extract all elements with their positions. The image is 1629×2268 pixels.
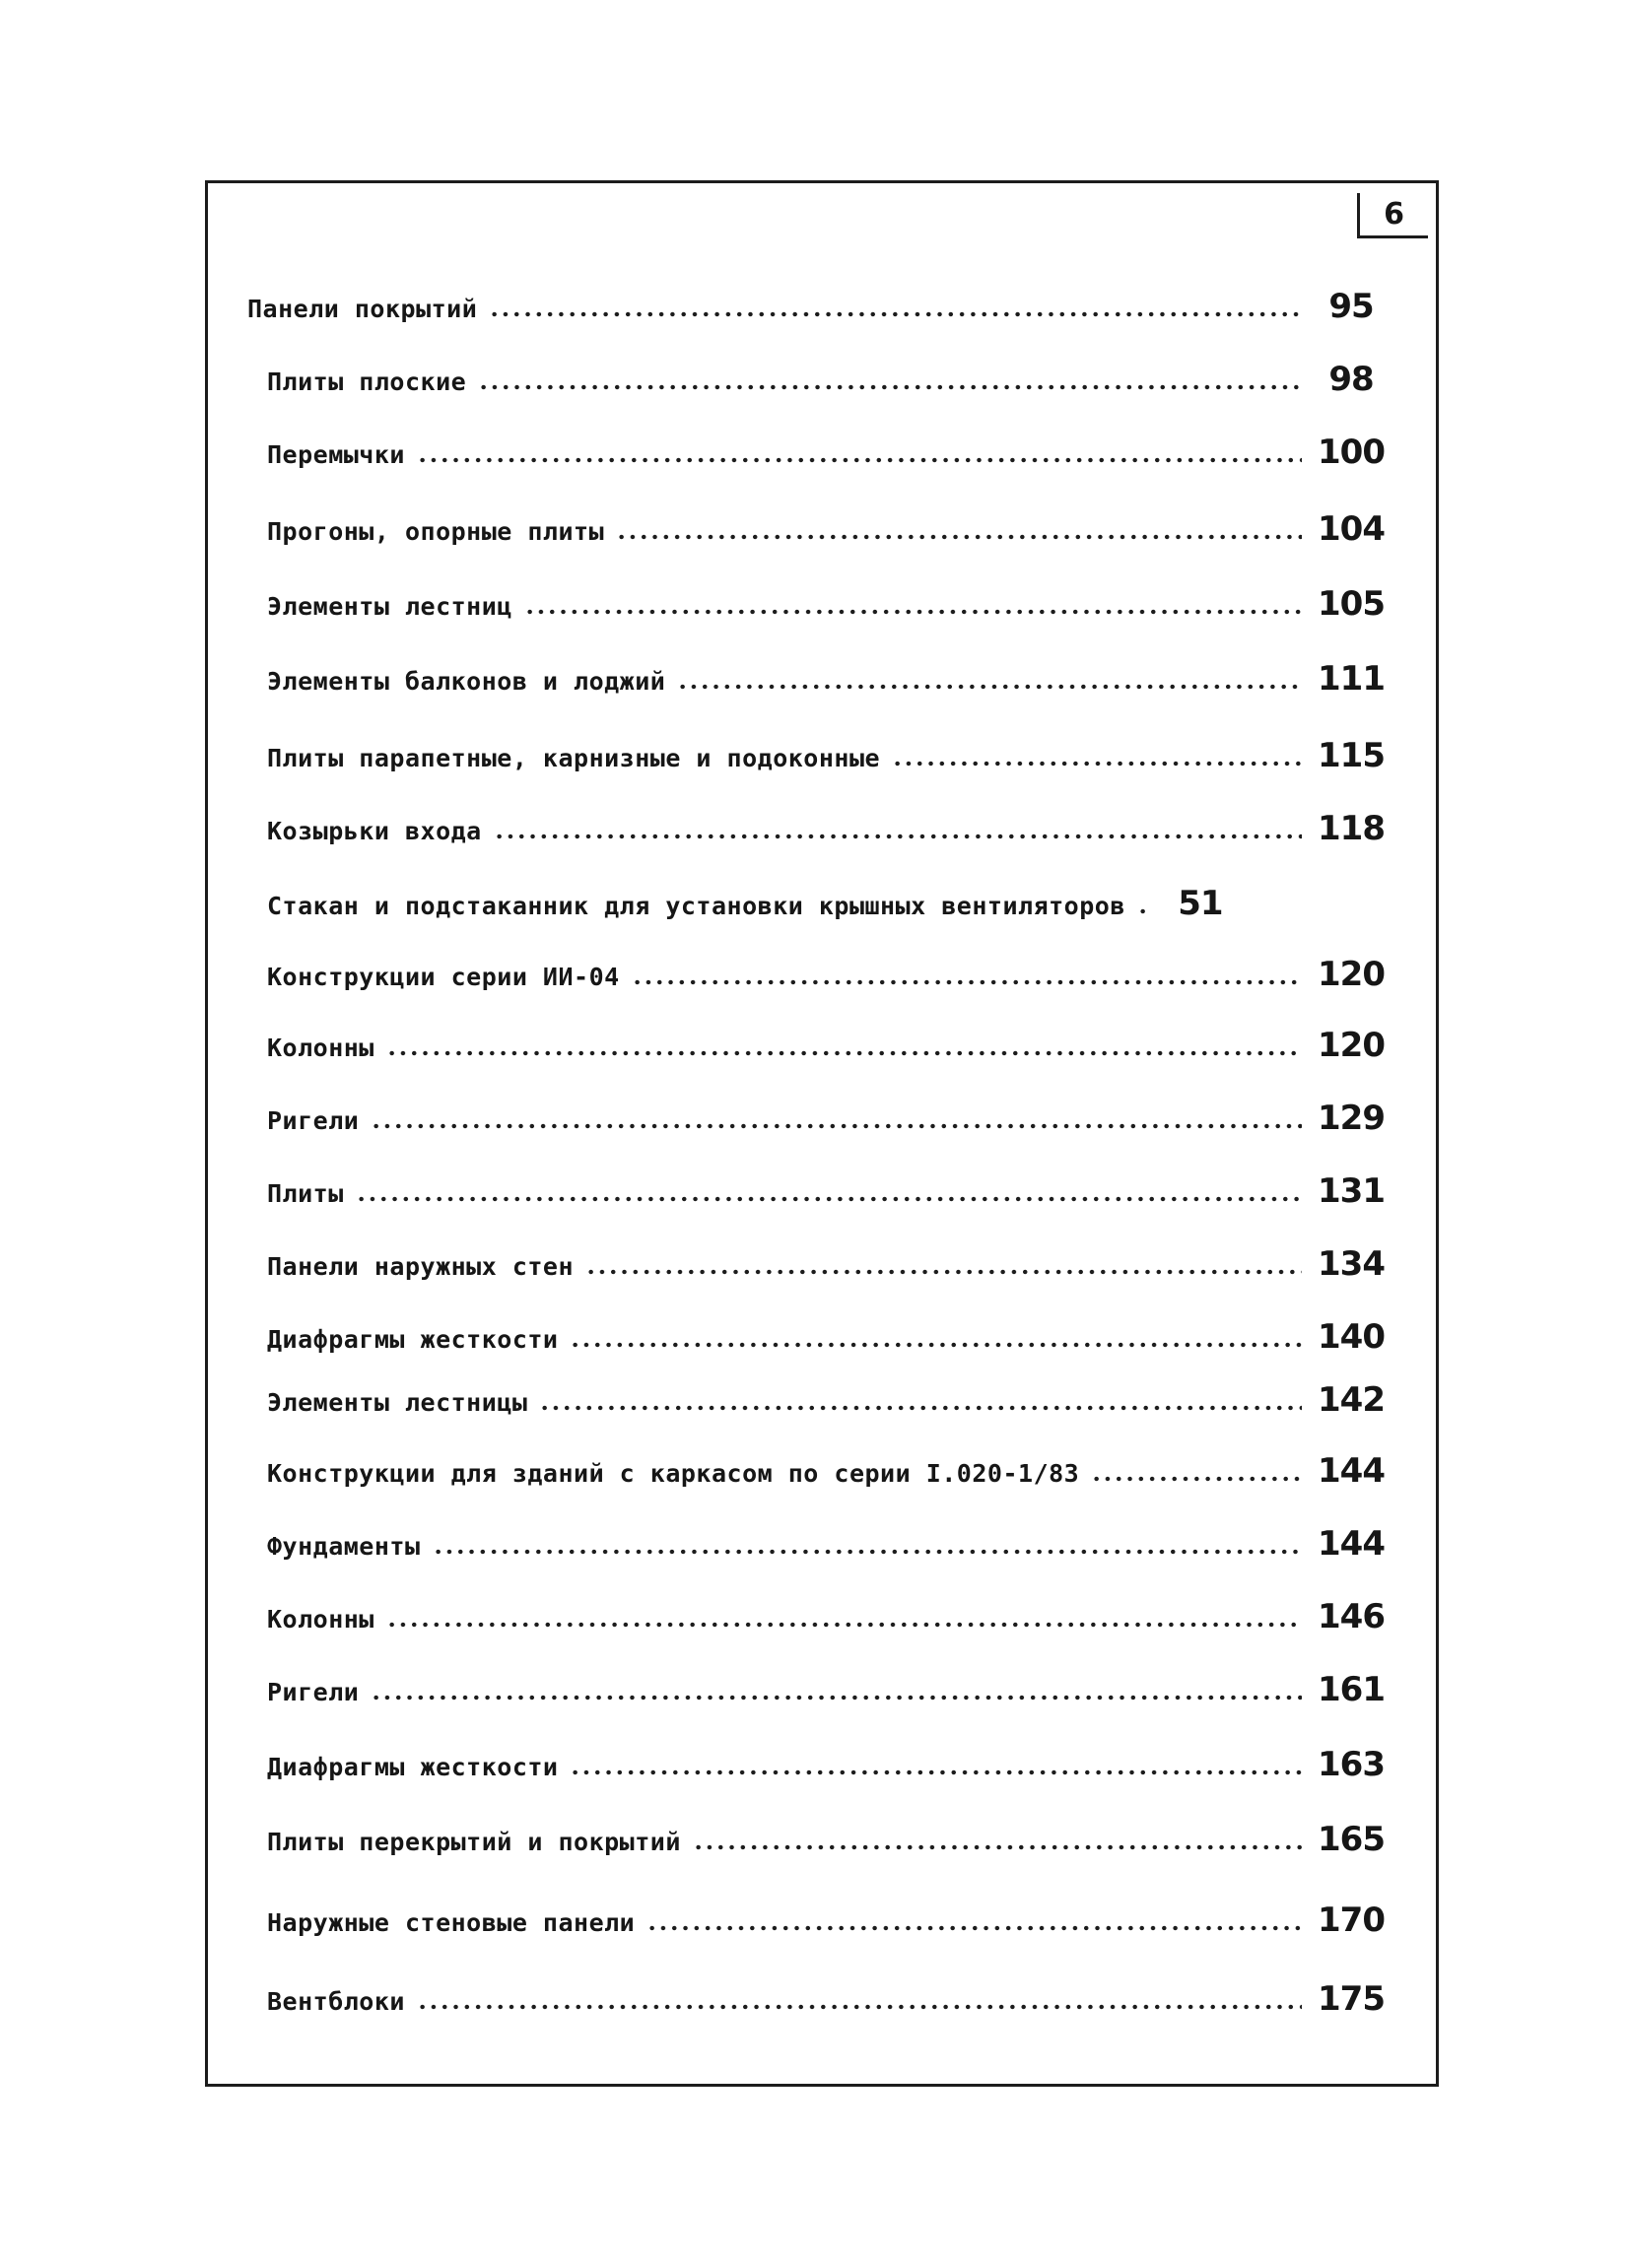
toc-leader-dots [693,1844,1302,1850]
toc-entry [247,1099,1391,1142]
toc-entry-label: Прогоны, опорные плиты [267,517,605,546]
toc-entry [247,360,1391,403]
toc-leader-dots [371,1695,1302,1701]
toc-leader-dots [417,2004,1302,2010]
toc-leader-dots [585,1269,1302,1275]
page-number: 6 [1357,193,1428,238]
toc-leader-dots [356,1196,1302,1202]
toc-entry-page-number: 165 [1318,1820,1385,1859]
toc-entry-page-number: 105 [1318,584,1385,624]
toc-leader-dots [433,1549,1302,1555]
toc-entry-page-number: 104 [1318,509,1385,549]
toc-leader-dots [646,1925,1302,1931]
toc-entry [247,1901,1391,1944]
toc-entry-page-number: 140 [1318,1317,1385,1357]
toc-entry [247,736,1391,779]
toc-entry-label: Фундаменты [267,1532,421,1561]
toc-leader-dots [1137,908,1151,914]
toc-leader-dots [494,834,1302,839]
toc-entry [247,1597,1391,1640]
toc-leader-dots [570,1769,1302,1775]
toc-entry [247,955,1391,998]
toc-entry-label: Наружные стеновые панели [267,1908,636,1937]
toc-entry [247,1745,1391,1788]
toc-entry [247,1820,1391,1863]
toc-entry-label: Козырьки входа [267,817,482,845]
toc-entry-page-number: 120 [1318,1026,1385,1065]
toc-entry-page-number: 142 [1318,1380,1385,1420]
toc-entry-page-number: 51 [1178,884,1223,923]
toc-entry-page-number: 161 [1318,1670,1385,1709]
toc-entry-page-number: 98 [1328,360,1374,399]
toc-leader-dots [892,761,1302,767]
toc-leader-dots [539,1405,1302,1411]
toc-entry [247,1380,1391,1424]
toc-leader-dots [570,1342,1302,1348]
toc-entry-page-number: 115 [1318,736,1385,775]
toc-leader-dots [1091,1476,1302,1482]
toc-entry-label: Перемычки [267,440,405,469]
toc-entry-label: Элементы балконов и лоджий [267,667,666,696]
toc-entry-label: Колонны [267,1605,374,1634]
toc-entry-page-number: 146 [1318,1597,1385,1636]
toc-entry-page-number: 170 [1318,1901,1385,1940]
toc-entry-page-number: 111 [1318,659,1385,699]
toc-entry [247,1670,1391,1713]
toc-leader-dots [386,1622,1302,1628]
toc-entry-label: Элементы лестниц [267,592,512,621]
toc-entry [247,1524,1391,1568]
toc-leader-dots [677,684,1302,690]
toc-entry-page-number: 144 [1318,1524,1385,1564]
toc-entry-page-number: 144 [1318,1451,1385,1491]
toc-leader-dots [632,979,1302,985]
toc-leader-dots [616,534,1302,540]
toc-entry-label: Стакан и подстаканник для установки крышных вентиляторов [267,892,1125,920]
toc-entry-label: Плиты плоские [267,367,467,396]
toc-entry [247,809,1391,852]
toc-entry [247,1451,1391,1495]
toc-entry [247,884,1391,927]
toc-entry [247,1171,1391,1215]
toc-entry-label: Колонны [267,1034,374,1062]
toc-entry [247,659,1391,702]
toc-entry-page-number: 175 [1318,1979,1385,2019]
toc-entry-label: Элементы лестницы [267,1388,528,1417]
toc-leader-dots [386,1050,1302,1056]
toc-entry-label: Вентблоки [267,1987,405,2016]
toc-entry-label: Диафрагмы жесткости [267,1753,559,1781]
toc-entry-label: Конструкции для зданий с каркасом по серии I.020-1/83 [267,1459,1080,1488]
toc-entry-label: Плиты [267,1179,344,1208]
toc-entry-page-number: 163 [1318,1745,1385,1784]
toc-entry [247,433,1391,476]
toc-entry [247,509,1391,553]
toc-entry [247,1026,1391,1069]
toc-leader-dots [478,384,1302,390]
toc-entry [247,1979,1391,2023]
toc-entry [247,1244,1391,1288]
toc-leader-dots [489,311,1302,317]
toc-entry-label: Диафрагмы жесткости [267,1325,559,1354]
toc-entry [247,287,1391,330]
toc-leader-dots [371,1123,1302,1129]
toc-entry-page-number: 120 [1318,955,1385,994]
toc-entry-page-number: 134 [1318,1244,1385,1284]
toc-entry-label: Панели покрытий [247,295,478,323]
toc-entry-page-number: 100 [1318,433,1385,472]
toc-entry-label: Ригели [267,1106,360,1135]
toc-entry-label: Плиты парапетные, карнизные и подоконные [267,744,881,772]
toc-entry-label: Панели наружных стен [267,1252,575,1281]
page-frame [205,180,1439,2087]
toc-entry-page-number: 118 [1318,809,1385,848]
toc-entry-label: Конструкции серии ИИ-04 [267,963,620,991]
toc-entry-page-number: 129 [1318,1099,1385,1138]
toc-entry-page-number: 131 [1318,1171,1385,1211]
toc-entry-page-number: 95 [1328,287,1374,326]
toc-entry [247,1317,1391,1361]
toc-entry-label: Плиты перекрытий и покрытий [267,1828,681,1856]
toc-leader-dots [417,457,1302,463]
toc-entry-label: Ригели [267,1678,360,1706]
toc-entry [247,584,1391,628]
toc-leader-dots [524,609,1302,615]
